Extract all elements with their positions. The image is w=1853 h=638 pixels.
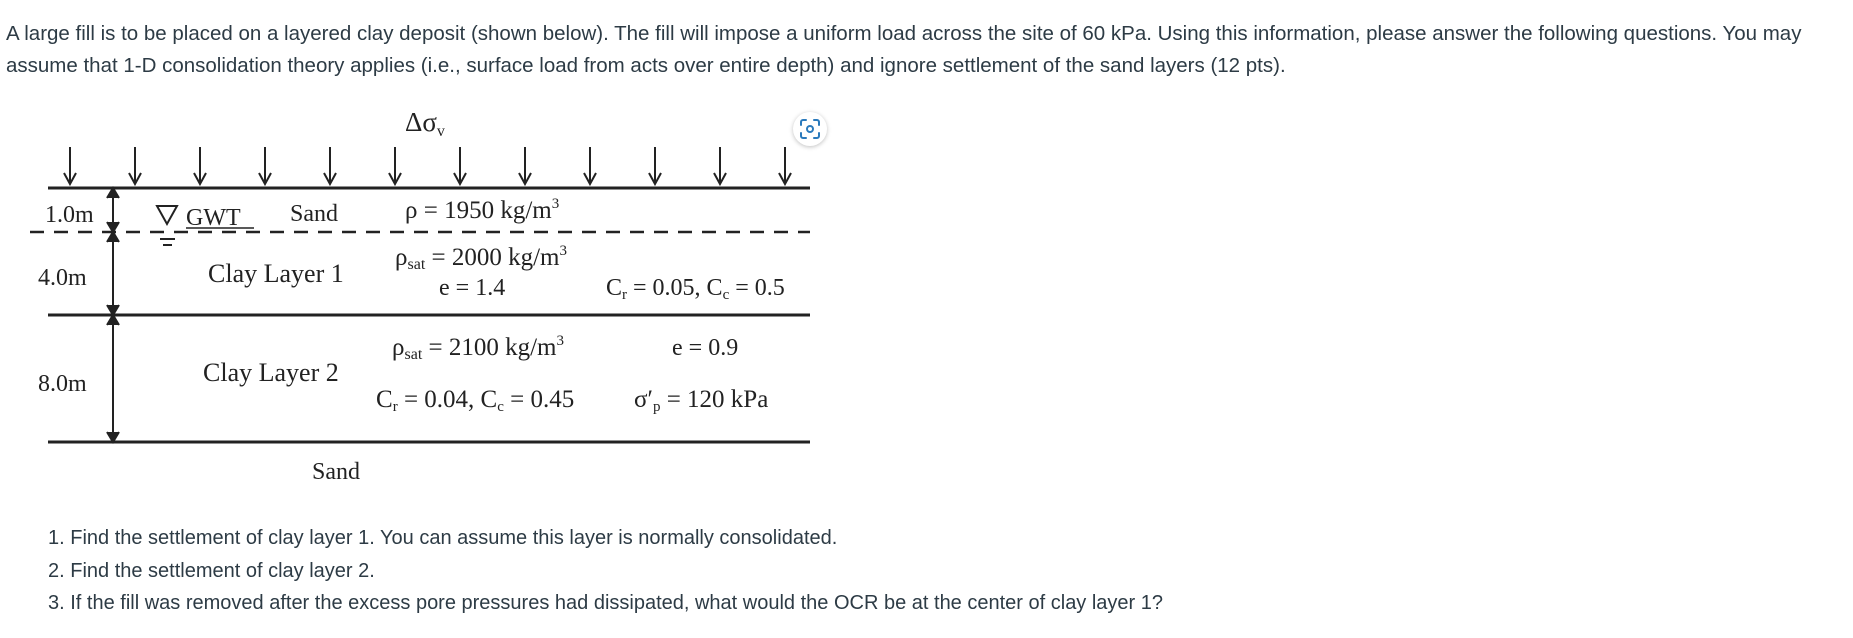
focus-scan-button[interactable] (793, 112, 827, 146)
depth-label-sand: 1.0m (45, 202, 94, 228)
clay1-compression-indices: Cr = 0.05, Cc = 0.5 (606, 275, 785, 303)
focus-scan-icon (799, 118, 821, 140)
clay2-preconsolidation: σ′p = 120 kPa (634, 386, 769, 415)
depth-label-clay1: 4.0m (38, 265, 87, 291)
clay2-density: ρsat = 2100 $kg/m^3$ (392, 333, 565, 363)
sand-top-density: ρ = 1950 $kg/m^3$ (405, 196, 560, 224)
sand-bottom-label: Sand (312, 459, 360, 485)
load-arrows (64, 147, 791, 184)
clay2-label: Clay Layer 2 (203, 358, 339, 387)
clay2-void-ratio: e = 0.9 (672, 335, 739, 361)
clay1-density: ρsat = 2000 $kg/m^3$ (395, 243, 568, 273)
clay1-void-ratio: e = 1.4 (439, 275, 506, 301)
soil-profile-diagram (0, 85, 860, 505)
problem-statement: A large fill is to be placed on a layered clay deposit (shown below). The fill will impose a uniform load across the site of 60 kPa. Using this information, please answer the following questions. You may assume that 1-D consolidation theory applies (i.e., surface load from acts over entire depth) and ignore settlement of the sand layers (12 pts). (6, 22, 1802, 77)
question-item: 3. If the fill was removed after the excess pore pressures had dissipated, what would the OCR be at the center of clay layer 1? (48, 592, 1164, 614)
question-item: 1. Find the settlement of clay layer 1. You can assume this layer is normally consolidated. (48, 527, 838, 549)
load-label: Δσv (405, 107, 445, 140)
question-item: 2. Find the settlement of clay layer 2. (48, 559, 375, 582)
depth-label-clay2: 8.0m (38, 371, 87, 397)
gwt-label: GWT (186, 205, 241, 231)
clay1-label: Clay Layer 1 (208, 259, 344, 288)
question-list (48, 522, 1163, 620)
clay2-compression-indices: Cr = 0.04, Cc = 0.45 (376, 386, 575, 415)
sand-top-label: Sand (290, 201, 338, 227)
gwt-symbol-icon (157, 206, 177, 245)
